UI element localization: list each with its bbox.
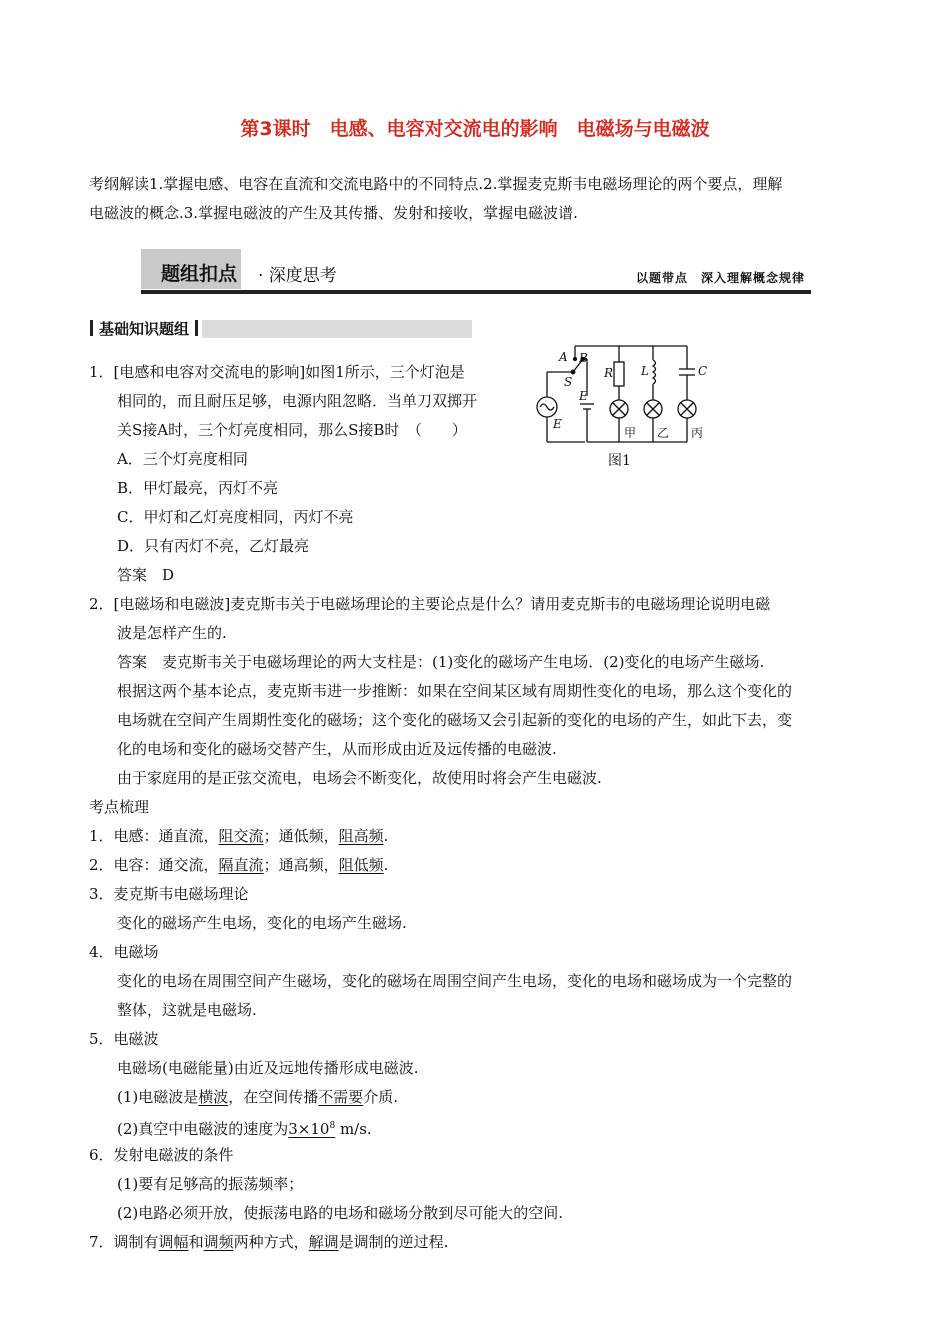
q1-option-b: B．甲灯最亮，丙灯不亮 bbox=[117, 479, 279, 497]
q2-answer-2: 根据这两个基本论点，麦克斯韦进一步推断：如果在空间某区域有周期性变化的电场，那么这个变化的 bbox=[117, 682, 793, 700]
point-3-body: 变化的磁场产生电场，变化的电场产生磁场. bbox=[117, 914, 407, 932]
point-1: 1．电感：通直流，阻交流；通低频，阻高频. bbox=[89, 827, 389, 845]
point-4-body-2: 整体，这就是电磁场. bbox=[117, 1001, 257, 1019]
section-label bbox=[88, 318, 202, 339]
banner-right-text: 以题带点 深入理解概念规律 bbox=[635, 271, 805, 285]
point-6-sub-1: (1)要有足够高的振荡频率； bbox=[117, 1175, 304, 1193]
figure-caption: 图1 bbox=[608, 453, 631, 469]
q1-option-a: A．三个灯亮度相同 bbox=[117, 450, 248, 468]
point-6-heading: 6．发射电磁波的条件 bbox=[89, 1146, 234, 1164]
point-5-sub-1: (1)电磁波是横波，在空间传播不需要介质. bbox=[117, 1088, 399, 1106]
label-e-dc: E bbox=[579, 389, 588, 403]
lamp-label-1: 甲 bbox=[624, 426, 637, 440]
banner-sub-text: · 深度思考 bbox=[258, 266, 337, 286]
q2-answer-3: 电场就在空间产生周期性变化的磁场；这个变化的磁场又会引起新的变化的电场的产生，如此下去，变 bbox=[117, 711, 793, 729]
q1-line-2: 相同的，而且耐压足够，电源内阻忽略．当单刀双掷开 bbox=[117, 392, 478, 410]
q1-option-c: C．甲灯和乙灯亮度相同，丙灯不亮 bbox=[117, 508, 354, 526]
point-6-sub-2: (2)电路必须开放，使振荡电路的电场和磁场分散到尽可能大的空间. bbox=[117, 1204, 564, 1222]
section-bar-left bbox=[90, 320, 93, 336]
label-r: R bbox=[604, 366, 614, 380]
syllabus-line-2: 电磁波的概念.3.掌握电磁波的产生及其传播、发射和接收，掌握电磁波谱. bbox=[89, 204, 578, 222]
label-b: B bbox=[579, 351, 588, 365]
point-5-body: 电磁场(电磁能量)由近及远地传播形成电磁波. bbox=[117, 1059, 419, 1077]
q2-answer-5: 由于家庭用的是正弦交流电，电场会不断变化，故使用时将会产生电磁波. bbox=[117, 769, 602, 787]
section-label-text: 基础知识题组 bbox=[99, 320, 190, 338]
lamp-label-2: 乙 bbox=[657, 426, 670, 440]
syllabus-line-1: 考纲解读1.掌握电感、电容在直流和交流电路中的不同特点.2.掌握麦克斯韦电磁场理论的两个要点，理解 bbox=[89, 175, 783, 193]
point-4-body-1: 变化的电场在周围空间产生磁场，变化的磁场在周围空间产生电场，变化的电场和磁场成为一个完整的 bbox=[117, 972, 793, 990]
points-heading: 考点梳理 bbox=[89, 798, 150, 816]
q1-option-d: D．只有丙灯不亮，乙灯最亮 bbox=[117, 537, 310, 555]
point-4-heading: 4．电磁场 bbox=[89, 943, 159, 961]
banner-main-text: 题组扣点 bbox=[161, 263, 238, 285]
label-e-ac: E bbox=[553, 417, 562, 431]
point-7: 7．调制有调幅和调频两种方式，解调是调制的逆过程. bbox=[89, 1233, 449, 1251]
q2-line-1: 2．[电磁场和电磁波]麦克斯韦关于电磁场理论的主要论点是什么？请用麦克斯韦的电磁场理论说明电磁 bbox=[89, 595, 771, 613]
point-5-sub-2: (2)真空中电磁波的速度为$3\times 10^8$ m/s. bbox=[117, 1120, 372, 1138]
q2-answer-1: 答案 麦克斯韦关于电磁场理论的两大支柱是：(1)变化的磁场产生电场．(2)变化的电场产生磁场. bbox=[117, 653, 765, 671]
section-banner bbox=[141, 249, 811, 295]
label-l: L bbox=[641, 364, 649, 378]
q2-line-2: 波是怎样产生的. bbox=[117, 624, 227, 642]
q1-answer: 答案 D bbox=[117, 566, 175, 584]
banner-rule bbox=[141, 290, 811, 294]
label-c: C bbox=[698, 364, 708, 378]
point-2: 2．电容：通交流，隔直流；通高频，阻低频. bbox=[89, 856, 389, 874]
q1-line-1: 1．[电感和电容对交流电的影响]如图1所示，三个灯泡是 bbox=[89, 363, 465, 381]
point-5-heading: 5．电磁波 bbox=[89, 1030, 159, 1048]
q1-line-3: 关S接A时，三个灯亮度相同，那么S接B时 （ ） bbox=[117, 421, 467, 439]
label-a: A bbox=[559, 350, 568, 364]
label-s: S bbox=[564, 375, 573, 389]
q2-answer-4: 化的电场和变化的磁场交替产生，从而形成由近及远传播的电磁波. bbox=[117, 740, 557, 758]
point-3-heading: 3．麦克斯韦电磁场理论 bbox=[89, 885, 249, 903]
section-bar-right bbox=[195, 320, 198, 336]
lamp-label-3: 丙 bbox=[691, 426, 704, 440]
page-title: 第3课时 电感、电容对交流电的影响 电磁场与电磁波 bbox=[240, 118, 710, 140]
